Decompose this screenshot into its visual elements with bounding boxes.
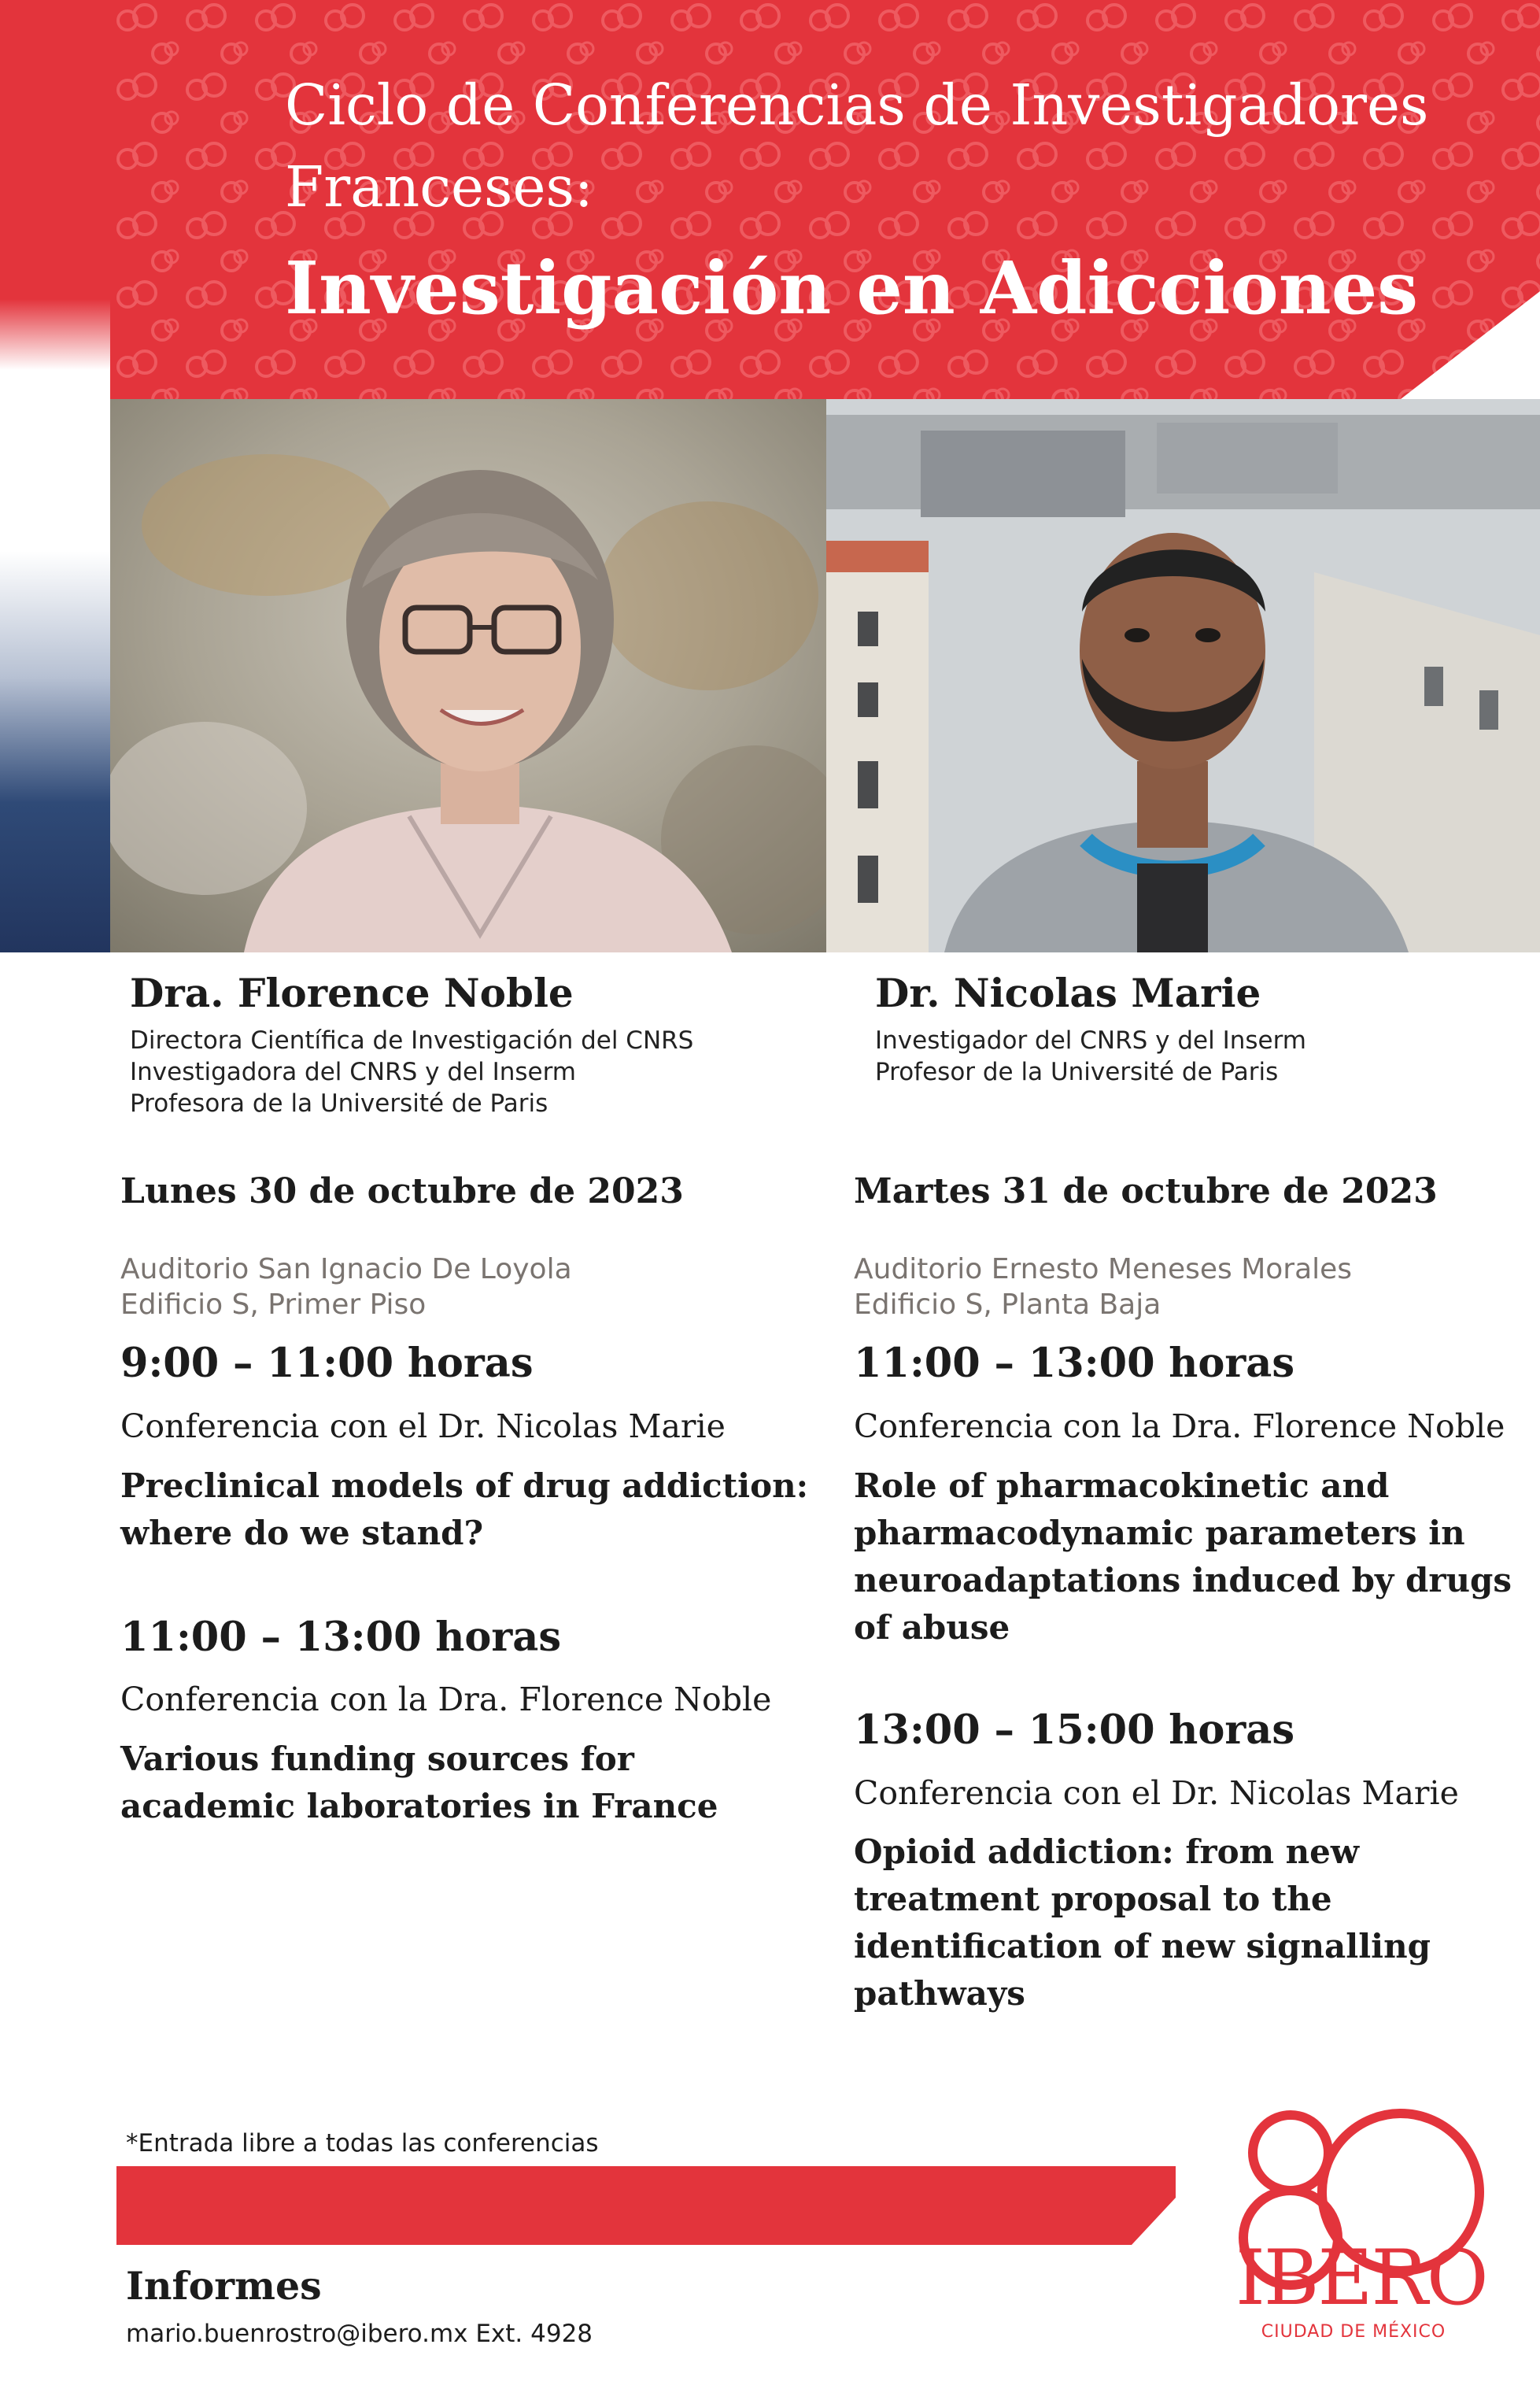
day-2-venue [854, 1252, 1352, 1322]
talk-title-line: Various funding sources for [120, 1740, 634, 1778]
talk-title-line: pathways [854, 1974, 1025, 2013]
talk-title-line: Opioid addiction: from new [854, 1832, 1360, 1871]
day-2-date: Martes 31 de octubre de 2023 [854, 1171, 1438, 1211]
footer-red-bar [116, 2166, 1176, 2245]
day-1-session-2-title [120, 1736, 718, 1830]
speaker-name-nicolas-marie: Dr. Nicolas Marie [875, 970, 1261, 1016]
talk-title-line: identification of new signalling [854, 1927, 1431, 1965]
day-1-session-1-speaker: Conferencia con el Dr. Nicolas Marie [120, 1407, 726, 1445]
ibero-subtitle: CIUDAD DE MÉXICO [1261, 2322, 1446, 2342]
bio-line: Profesor de la Université de Paris [875, 1058, 1279, 1086]
day-2-session-1-speaker: Conferencia con la Dra. Florence Noble [854, 1407, 1505, 1445]
day-2-session-2-speaker: Conferencia con el Dr. Nicolas Marie [854, 1774, 1459, 1812]
free-entry-note: *Entrada libre a todas las conferencias [126, 2129, 599, 2158]
day-2-session-2-time: 13:00 – 15:00 horas [854, 1706, 1295, 1754]
day-1-session-1-time: 9:00 – 11:00 horas [120, 1340, 534, 1387]
speaker-name-florence-noble: Dra. Florence Noble [130, 970, 574, 1016]
speaker-bio-florence-noble [130, 1025, 693, 1119]
talk-title-line: academic laboratories in France [120, 1787, 718, 1825]
talk-title-line: where do we stand? [120, 1514, 484, 1552]
talk-title-line: Preclinical models of drug addiction: [120, 1466, 809, 1505]
talk-title-line: neuroadaptations induced by drugs [854, 1561, 1512, 1599]
venue-line: Edificio S, Primer Piso [120, 1289, 427, 1321]
day-1-date: Lunes 30 de octubre de 2023 [120, 1171, 684, 1211]
speaker-photo-florence-noble [110, 399, 826, 952]
informes-heading: Informes [126, 2263, 322, 2309]
speaker-bio-nicolas-marie [875, 1025, 1306, 1088]
bio-line: Investigadora del CNRS y del Inserm [130, 1058, 576, 1086]
venue-line: Edificio S, Planta Baja [854, 1289, 1161, 1321]
talk-title-line: pharmacodynamic parameters in [854, 1514, 1465, 1552]
title-main: Investigación en Adicciones [285, 246, 1419, 331]
day-1-session-2-speaker: Conferencia con la Dra. Florence Noble [120, 1681, 772, 1718]
day-2-session-1-time: 11:00 – 13:00 horas [854, 1340, 1295, 1387]
ibero-wordmark: IBERO [1235, 2234, 1487, 2322]
day-1-session-1-title [120, 1462, 808, 1557]
title-line-1: Ciclo de Conferencias de Investigadores [285, 72, 1429, 138]
talk-title-line: treatment proposal to the [854, 1880, 1332, 1918]
talk-title-line: of abuse [854, 1608, 1010, 1647]
bio-line: Profesora de la Université de Paris [130, 1089, 548, 1118]
talk-title-line: Role of pharmacokinetic and [854, 1466, 1390, 1505]
speaker-photo-nicolas-marie [826, 399, 1540, 952]
side-color-strip [0, 0, 110, 952]
title-line-2: Franceses: [285, 154, 593, 220]
bio-line: Directora Científica de Investigación del CNRS [130, 1026, 694, 1055]
venue-line: Auditorio San Ignacio De Loyola [120, 1253, 572, 1285]
day-2-session-1-title [854, 1462, 1512, 1651]
venue-line: Auditorio Ernesto Meneses Morales [854, 1253, 1353, 1285]
day-2-session-2-title [854, 1828, 1431, 2017]
day-1-session-2-time: 11:00 – 13:00 horas [120, 1614, 562, 1661]
header-banner [110, 0, 1540, 399]
day-1-venue [120, 1252, 572, 1322]
contact-info: mario.buenrostro@ibero.mx Ext. 4928 [126, 2320, 593, 2348]
bio-line: Investigador del CNRS y del Inserm [875, 1026, 1306, 1055]
